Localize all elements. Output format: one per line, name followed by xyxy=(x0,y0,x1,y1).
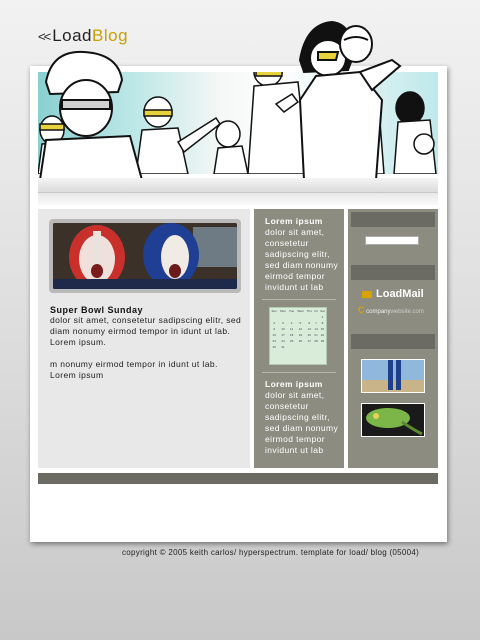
site-logo[interactable] xyxy=(38,26,128,46)
calendar-day[interactable]: 2 xyxy=(273,321,276,325)
logo-arrows: << xyxy=(38,29,50,44)
nav-divider xyxy=(38,192,438,193)
mid-entry xyxy=(265,216,341,293)
calendar-day[interactable]: 10 xyxy=(281,327,285,331)
calendar-day[interactable]: 25 xyxy=(289,339,294,343)
calendar-day[interactable]: 6 xyxy=(308,321,311,325)
calendar-day[interactable]: 14 xyxy=(314,327,318,331)
mid-entry-title[interactable]: Lorem ipsum xyxy=(265,379,323,389)
calendar-day[interactable]: 4 xyxy=(290,321,293,325)
sidebar-header-bar xyxy=(351,265,435,280)
calendar-day[interactable]: 21 xyxy=(314,333,318,337)
calendar-day[interactable]: 13 xyxy=(307,327,311,331)
mid-entry-text: dolor sit amet, consetetur sadipscing elitr, sed diam nonumy eirmod tempor invidunt ut lab xyxy=(265,227,339,292)
nav-bar[interactable] xyxy=(38,178,438,205)
logo-load: Load xyxy=(52,26,93,45)
calendar-dayname: Sat xyxy=(320,309,325,313)
calendar-day[interactable] xyxy=(305,344,313,350)
company-logo-letter: C xyxy=(358,305,365,315)
middle-column xyxy=(254,209,344,468)
featured-photo[interactable] xyxy=(53,223,237,289)
logo-blog: Blog xyxy=(92,26,129,45)
calendar-day[interactable]: 5 xyxy=(299,321,302,325)
fans-photo xyxy=(53,223,237,289)
footer-bar xyxy=(38,473,438,484)
calendar-day[interactable]: 11 xyxy=(290,327,294,331)
divider xyxy=(262,372,336,373)
calendar-day[interactable]: 16 xyxy=(272,333,276,337)
calendar-day[interactable]: 20 xyxy=(307,333,311,337)
copyright-text: copyright © 2005 keith carlos/ hyperspectrum. template for load/ blog (05004) xyxy=(122,548,420,557)
calendar-day[interactable]: 19 xyxy=(298,333,303,337)
thumbnail-image[interactable] xyxy=(361,403,425,437)
chameleon-thumbnail xyxy=(362,404,424,436)
header-banner xyxy=(38,72,438,174)
right-sidebar xyxy=(348,209,438,468)
calendar-day[interactable]: 23 xyxy=(272,339,276,343)
calendar-day[interactable]: 28 xyxy=(314,339,318,343)
company-site: website.com xyxy=(390,309,424,315)
calendar-day[interactable]: 8 xyxy=(321,321,324,325)
mid-entry xyxy=(265,379,341,456)
calendar-dayname: Sun xyxy=(271,309,277,313)
calendar-day[interactable] xyxy=(296,344,306,350)
legs-thumbnail xyxy=(362,360,424,392)
calendar-day[interactable]: 9 xyxy=(273,327,276,331)
sidebar-header-bar xyxy=(351,212,435,227)
post-paragraph: dolor sit amet, consetetur sadipscing elitr, sed diam nonumy eirmod tempor in idunt ut lab. Lorem ipsum. xyxy=(50,315,242,347)
mid-entry-text: dolor sit amet, consetetur sadipscing elitr, sed diam nonumy eirmod tempor invidunt ut lab xyxy=(265,390,339,455)
calendar-dayname: Wed xyxy=(297,309,304,313)
calendar-day[interactable]: 17 xyxy=(281,333,285,337)
post-paragraph: m nonumy eirmod tempor in idunt ut lab. Lorem ipsum xyxy=(50,359,218,380)
company-link[interactable] xyxy=(358,305,424,315)
calendar-dayname: Fri xyxy=(314,309,318,313)
thumbnail-image[interactable] xyxy=(361,359,425,393)
envelope-icon xyxy=(362,291,372,298)
calendar-day[interactable]: 24 xyxy=(281,339,285,343)
post-body xyxy=(50,315,242,381)
calendar-day[interactable]: 18 xyxy=(289,333,294,337)
calendar-day[interactable]: 26 xyxy=(298,339,303,343)
loadmail-link[interactable] xyxy=(362,288,424,300)
calendar-day[interactable] xyxy=(319,344,326,350)
calendar-day[interactable]: 15 xyxy=(320,327,325,331)
calendar-widget[interactable] xyxy=(269,307,327,365)
calendar-day[interactable]: 31 xyxy=(281,345,285,349)
search-input[interactable] xyxy=(365,236,419,245)
featured-image-frame xyxy=(49,219,241,293)
calendar-dayname: Tue xyxy=(289,309,295,313)
calendar-grid xyxy=(270,308,326,350)
divider xyxy=(262,299,336,300)
calendar-day[interactable]: 29 xyxy=(320,339,325,343)
banner-illustration xyxy=(38,72,438,174)
calendar-day[interactable]: 1 xyxy=(321,315,324,319)
calendar-day[interactable]: 27 xyxy=(307,339,311,343)
calendar-day[interactable]: 12 xyxy=(298,327,303,331)
post-title[interactable]: Super Bowl Sunday xyxy=(50,305,144,315)
calendar-day[interactable]: 22 xyxy=(320,333,325,337)
sidebar-header-bar xyxy=(351,334,435,349)
calendar-day[interactable]: 30 xyxy=(272,345,276,349)
main-column xyxy=(38,209,250,468)
calendar-day[interactable] xyxy=(288,344,296,350)
calendar-day[interactable]: 3 xyxy=(282,321,284,325)
company-name: company xyxy=(366,309,391,315)
mid-entry-title[interactable]: Lorem ipsum xyxy=(265,216,323,226)
loadmail-label: LoadMail xyxy=(376,288,424,300)
calendar-dayname: Thu xyxy=(306,309,312,313)
calendar-dayname: Mon xyxy=(280,309,286,313)
calendar-day[interactable]: 7 xyxy=(315,321,317,325)
